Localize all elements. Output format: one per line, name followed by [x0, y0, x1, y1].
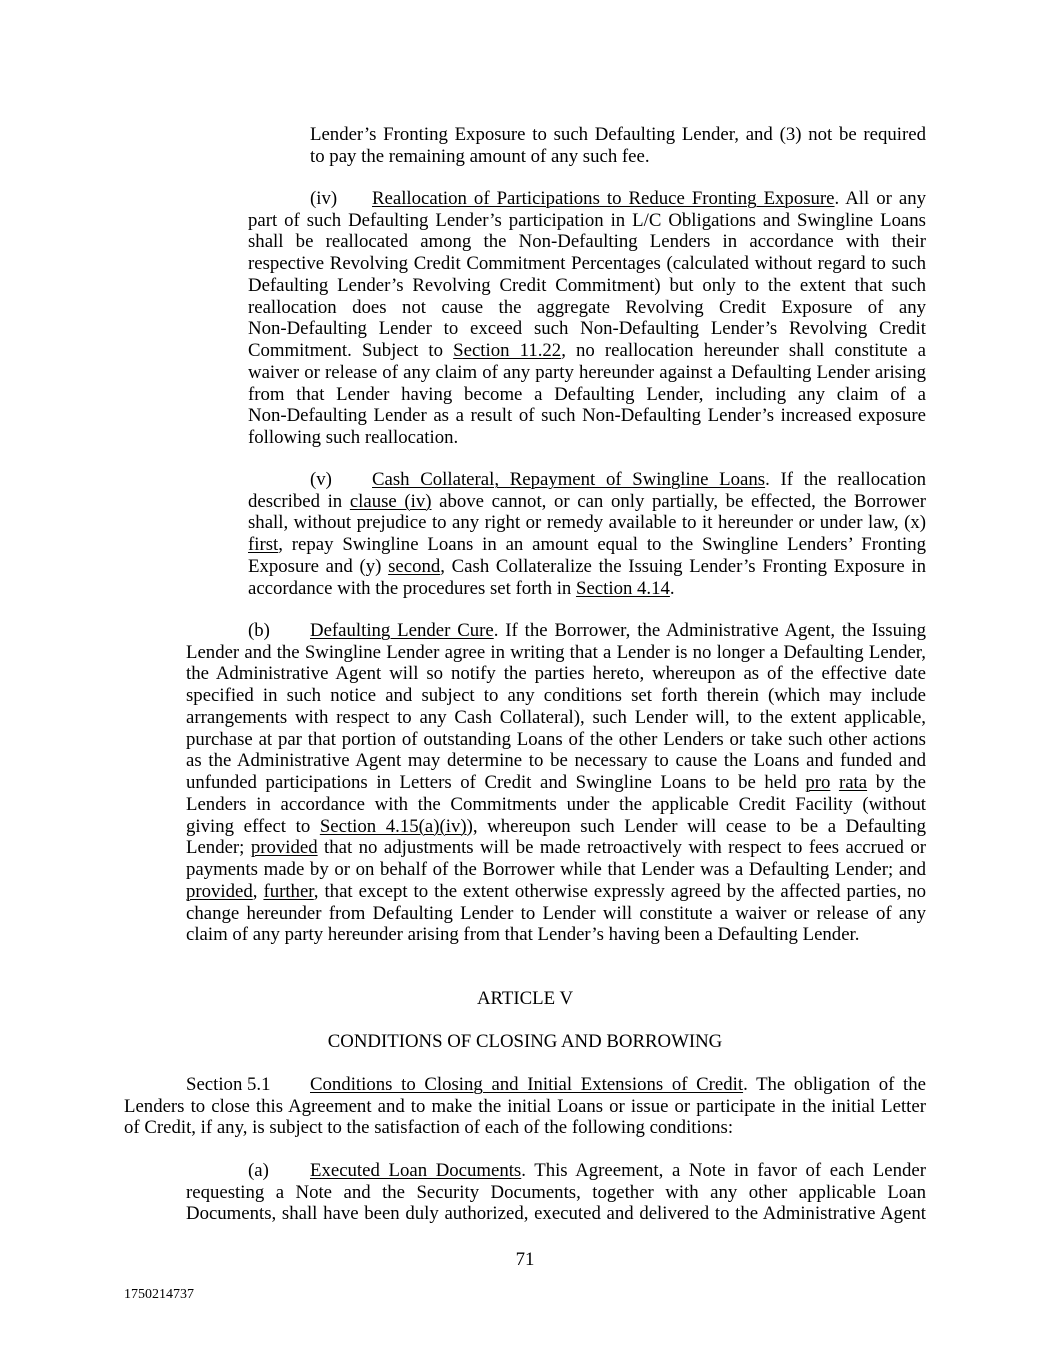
text-run: Defaulting Lender’s Revolving Credit Commitment) but only to the extent that such — [248, 274, 926, 296]
text-line — [186, 794, 926, 816]
text-run: arrangements with respect to any Cash Collateral), such Lender will, to the extent applicable, — [186, 706, 926, 728]
text-run: of Credit, if any, is subject to the satisfaction of each of the following conditions: — [124, 1117, 734, 1139]
text-line — [186, 837, 926, 859]
text-run: claim of any party hereunder arising from that Lender’s having been a Defaulting Lender. — [186, 924, 860, 946]
text-run: the Administrative Agent will so notify the parties hereto, whereupon as of the effective date — [186, 663, 926, 685]
text-line — [186, 750, 926, 772]
underlined-term: provided — [250, 837, 318, 859]
text-run: Lenders to close this Agreement and to make the initial Loans or issue or participate in the initial Letter — [124, 1095, 926, 1117]
text-line — [186, 859, 926, 881]
text-run: unfunded participations in Letters of Credit and Swingline Loans to be held — [186, 772, 806, 794]
text-run: shall be reallocated among the Non-Defaulting Lenders in accordance with their — [248, 231, 926, 253]
text-run: accordance with the procedures set forth in — [248, 577, 577, 599]
text-run: . — [669, 577, 675, 599]
text-run: , — [252, 880, 264, 902]
text-run: Exposure and (y) — [248, 555, 389, 577]
text-run: Lender’s Fronting Exposure to such Defaulting Lender, and (3) not be required — [310, 124, 926, 145]
text-run: following such reallocation. — [248, 427, 459, 449]
text-run: respective Revolving Credit Commitment Percentages (calculated without regard to such — [248, 253, 926, 275]
text-line — [248, 512, 926, 534]
cross-reference: Section 11.22 — [453, 340, 562, 362]
text-run — [830, 772, 839, 793]
text-run: Lenders in accordance with the Commitments under the applicable Credit Facility (without — [186, 793, 926, 815]
document-id: 1750214737 — [124, 1287, 194, 1302]
text-line — [186, 707, 926, 729]
text-line — [186, 924, 926, 946]
text-line — [186, 1182, 926, 1204]
text-line — [248, 578, 926, 600]
caption-text: Defaulting Lender Cure — [310, 620, 494, 641]
text-run: shall, without prejudice to any right or remedy available to it hereunder or under law, (x) — [248, 512, 926, 534]
text-run: from that Lender having become a Defaulting Lender, including any claim of a — [248, 383, 926, 405]
text-run: to pay the remaining amount of any such fee. — [310, 145, 650, 167]
paragraph-iv-reallocation — [248, 188, 926, 449]
paragraph-continuation — [310, 124, 926, 167]
paragraph-a-executed-loan-documents — [186, 1160, 926, 1225]
text-run: Lender; — [186, 837, 251, 859]
text-run: Non-Defaulting Lender as a result of such Non-Defaulting Lender’s increased exposure — [248, 405, 926, 427]
text-run: Commitment. Subject to — [248, 340, 454, 362]
text-line — [124, 1096, 926, 1118]
text-run: , that except to the extent otherwise expressly agreed by the affected parties, no — [313, 880, 927, 902]
text-run: . If the Borrower, the Administrative Agent, the Issuing — [493, 620, 926, 641]
item-label: Section 5.1 — [186, 1074, 271, 1095]
text-line — [186, 1160, 926, 1182]
caption-text: Cash Collateral, Repayment of Swingline Loans — [372, 469, 766, 490]
text-line — [248, 340, 926, 362]
underlined-term: second — [388, 555, 441, 577]
text-run: ), whereupon such Lender will cease to be a Defaulting — [466, 815, 926, 837]
text-run: , Cash Collateralize the Issuing Lender’s Fronting Exposure in — [440, 555, 926, 577]
text-line — [310, 146, 926, 168]
text-line — [248, 318, 926, 340]
text-line — [124, 1074, 926, 1096]
text-run: specified in such notice and subject to any conditions set forth therein (which may include — [186, 685, 926, 707]
text-run: Documents, shall have been duly authorized, executed and delivered to the Administrative Agent — [186, 1203, 926, 1225]
paragraph-v-cash-collateral — [248, 469, 926, 599]
article-title: ARTICLE V — [476, 988, 574, 1009]
underlined-term: first — [248, 534, 279, 556]
text-run: by the — [867, 772, 926, 794]
text-run: Non-Defaulting Lender to exceed such Non-Defaulting Lender’s Revolving Credit — [248, 318, 926, 340]
text-line — [248, 384, 926, 406]
text-line — [248, 427, 926, 449]
underlined-term: pro — [805, 772, 831, 794]
underlined-term: provided — [186, 880, 253, 902]
text-line — [248, 362, 926, 384]
text-line — [248, 297, 926, 319]
text-line — [186, 1203, 926, 1225]
paragraph-b-defaulting-lender-cure — [186, 620, 926, 946]
section-5-1-paragraph — [124, 1074, 926, 1139]
text-line — [186, 620, 926, 642]
text-run: . The obligation of the — [743, 1074, 926, 1095]
cross-reference: Section 4.14 — [576, 577, 670, 599]
text-run: requesting a Note and the Security Documents, together with any other applicable Loan — [186, 1181, 926, 1203]
text-run: above cannot, or can only partially, be effected, the Borrower — [431, 490, 926, 512]
text-line — [248, 405, 926, 427]
cross-reference: Section 4.15(a)(iv) — [319, 815, 467, 837]
item-label: (v) — [310, 469, 332, 490]
text-run: , repay Swingline Loans in an amount equal to the Swingline Lenders’ Fronting — [278, 534, 926, 556]
text-line — [248, 469, 926, 491]
text-line — [248, 534, 926, 556]
text-run: , no reallocation hereunder shall constitute a — [561, 340, 926, 362]
underlined-term: rata — [838, 772, 868, 794]
caption-text: Reallocation of Participations to Reduce Fronting Exposure — [372, 188, 835, 209]
text-line — [186, 685, 926, 707]
text-line — [186, 663, 926, 685]
text-run: . All or any — [834, 188, 926, 209]
text-run: waiver or release of any claim of any party hereunder against a Defaulting Lender arising — [248, 361, 926, 383]
text-line — [248, 188, 926, 210]
text-run: described in — [248, 490, 350, 512]
text-line — [248, 210, 926, 232]
text-run: purchase at par that portion of outstanding Loans of the other Lenders or take such other actions — [186, 728, 926, 750]
text-run: giving effect to — [186, 815, 320, 837]
text-run: payments made by or on behalf of the Borrower while that Lender was a Defaulting Lender; and — [186, 859, 926, 881]
text-run: as the Administrative Agent may determine to be necessary to cause the Loans and funded and — [186, 750, 926, 772]
text-line — [248, 253, 926, 275]
text-line — [186, 881, 926, 903]
text-line — [186, 816, 926, 838]
text-run: . If the reallocation — [765, 469, 926, 490]
underlined-term: further — [263, 880, 314, 902]
cross-reference: clause (iv) — [349, 490, 432, 512]
text-run: Lender and the Swingline Lender agree in writing that a Lender is no longer a Defaulting Lender, — [186, 641, 926, 663]
text-line — [248, 556, 926, 578]
text-run: that no adjustments will be made retroactively with respect to fees accrued or — [317, 837, 926, 859]
article-heading: CONDITIONS OF CLOSING AND BORROWING — [327, 1031, 723, 1052]
item-label: (iv) — [310, 188, 338, 209]
text-run: . This Agreement, a Note in favor of each Lender — [521, 1160, 926, 1181]
item-label: (a) — [248, 1160, 269, 1181]
text-line — [310, 124, 926, 146]
text-run: part of such Defaulting Lender’s participation in L/C Obligations and Swingline Loans — [248, 209, 926, 231]
page-number: 71 — [515, 1249, 535, 1270]
caption-text: Conditions to Closing and Initial Extensions of Credit — [310, 1074, 744, 1095]
text-line — [186, 903, 926, 925]
text-run: reallocation does not cause the aggregate Revolving Credit Exposure of any — [248, 296, 926, 318]
text-line — [186, 729, 926, 751]
text-line — [248, 231, 926, 253]
text-line — [124, 1117, 926, 1139]
text-line — [186, 642, 926, 664]
text-line — [248, 491, 926, 513]
text-line — [186, 772, 926, 794]
item-label: (b) — [248, 620, 270, 641]
text-run: change hereunder from Defaulting Lender to Lender will constitute a waiver or release of any — [186, 902, 926, 924]
caption-text: Executed Loan Documents — [310, 1160, 522, 1181]
text-line — [248, 275, 926, 297]
